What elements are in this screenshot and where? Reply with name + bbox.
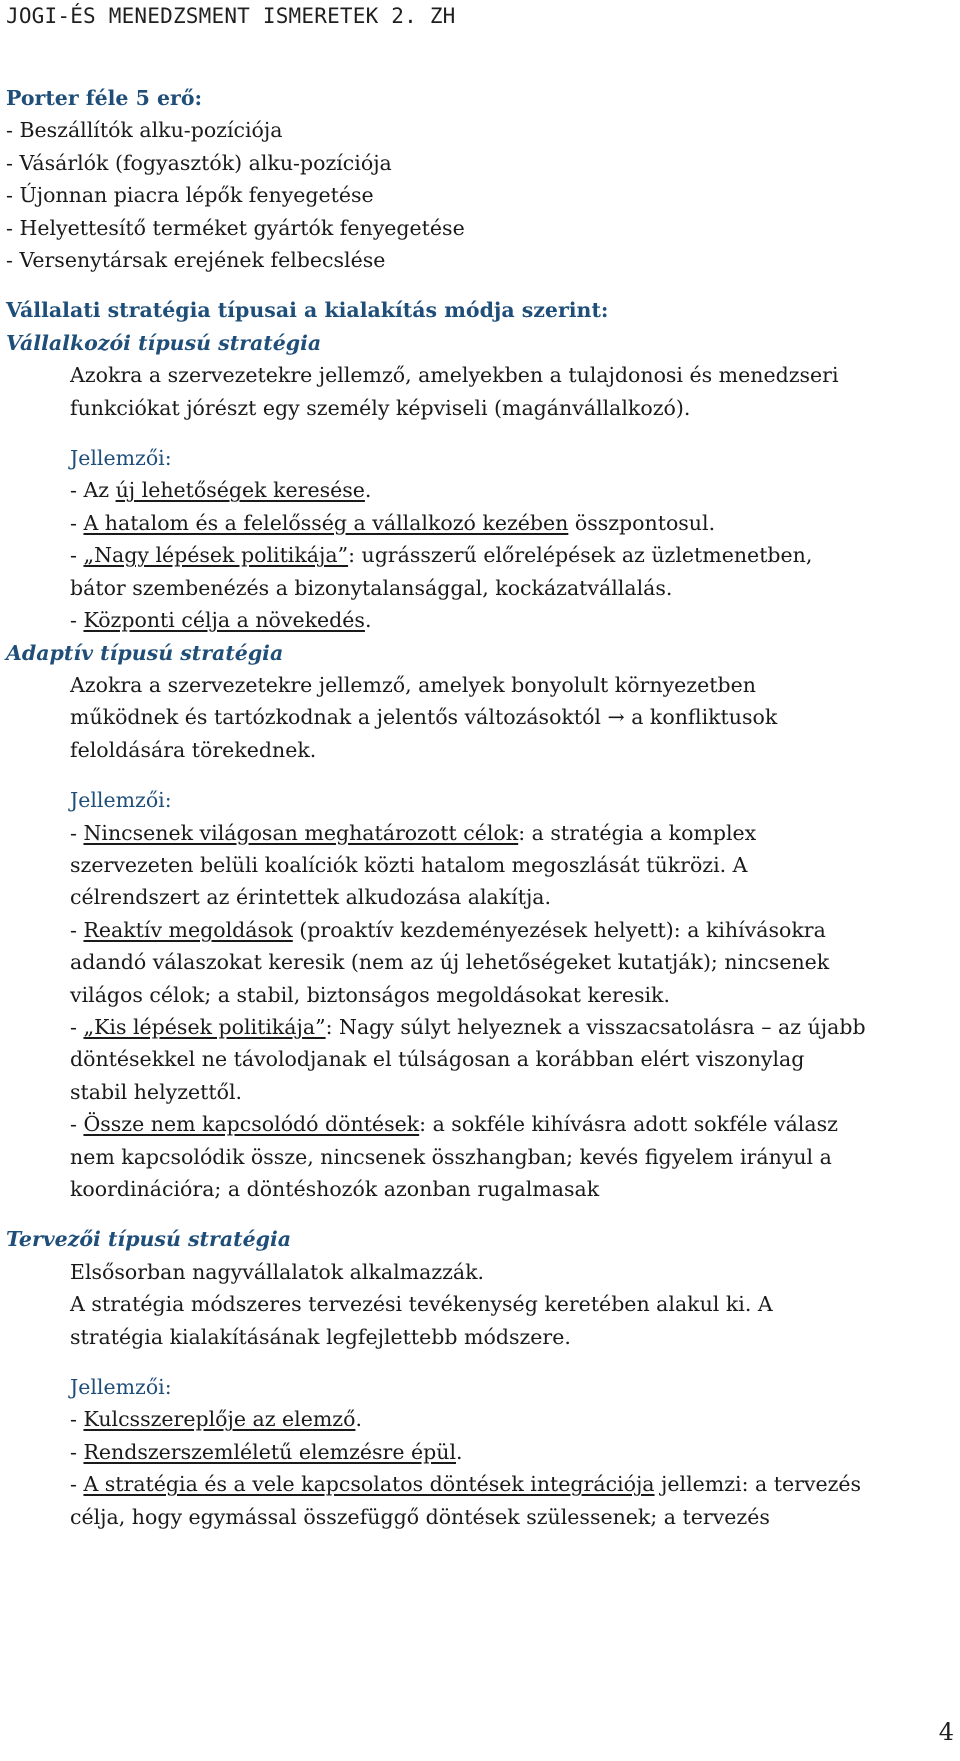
tervezoi-bullet-3: - A stratégia és a vele kapcsolatos döntések integrációja jellemzi: a tervezés — [70, 1472, 862, 1497]
tervezoi-desc-line: A stratégia módszeres tervezési tevékenység keretében alakul ki. A — [70, 1292, 773, 1317]
tervezoi-bullet-1: - Kulcsszereplője az elemző. — [70, 1407, 362, 1432]
vallalkozoi-bullet-3: - „Nagy lépések politikája”: ugrásszerű előrelépések az üzletmenetben, — [70, 543, 813, 568]
tervezoi-bullet-3-cont: célja, hogy egymással összefüggő döntések szülessenek; a tervezés — [70, 1504, 770, 1529]
vallalkozoi-desc-line: funkciókat jórészt egy személy képviseli (magánvállalkozó). — [70, 395, 691, 420]
tervezoi-desc-line: stratégia kialakításának legfejlettebb módszere. — [70, 1324, 571, 1349]
vallalkozoi-bullet-3-cont: bátor szembenézés a bizonytalansággal, kockázatvállalás. — [70, 575, 673, 600]
porter-title: Porter féle 5 erő: — [6, 86, 203, 110]
porter-item: - Helyettesítő terméket gyártók fenyegetése — [6, 215, 465, 240]
adaptiv-desc-line: Azokra a szervezetekre jellemző, amelyek bonyolult környezetben — [70, 672, 756, 697]
porter-item: - Beszállítók alku-pozíciója — [6, 118, 283, 143]
adaptiv-bullet-4-cont: nem kapcsolódik össze, nincsenek összhangban; kevés figyelem irányul a — [70, 1144, 832, 1169]
vallalkozoi-bullet-1: - Az új lehetőségek keresése. — [70, 478, 372, 503]
porter-item: - Vásárlók (fogyasztók) alku-pozíciója — [6, 150, 392, 175]
adaptiv-bullet-4-cont: koordinációra; a döntéshozók azonban rugalmasak — [70, 1177, 600, 1201]
adaptiv-jellemzoi-heading: Jellemzői: — [70, 788, 172, 813]
vallalkozoi-title: Vállalkozói típusú stratégia — [6, 330, 322, 355]
page-header: JOGI-ÉS MENEDZSMENT ISMERETEK 2. ZH — [6, 4, 456, 28]
adaptiv-bullet-3-cont: stabil helyzettől. — [70, 1079, 243, 1104]
porter-item: - Versenytársak erejének felbecslése — [6, 248, 386, 273]
vallalkozoi-bullet-4: - Központi célja a növekedés. — [70, 608, 372, 633]
adaptiv-desc-line: feloldására törekednek. — [70, 737, 317, 762]
adaptiv-desc-line: működnek és tartózkodnak a jelentős változásoktól → a konfliktusok — [70, 705, 778, 730]
adaptiv-bullet-1-cont: célrendszert az érintettek alkudozása alakítja. — [70, 885, 552, 910]
tervezoi-bullet-2: - Rendszerszemléletű elemzésre épül. — [70, 1439, 463, 1464]
porter-item: - Újonnan piacra lépők fenyegetése — [6, 183, 374, 208]
adaptiv-bullet-2: - Reaktív megoldások (proaktív kezdeményezések helyett): a kihívásokra — [70, 917, 826, 942]
tervezoi-jellemzoi-heading: Jellemzői: — [70, 1375, 172, 1400]
strategy-section-title: Vállalati stratégia típusai a kialakítás módja szerint: — [6, 298, 609, 323]
adaptiv-bullet-4: - Össze nem kapcsolódó döntések: a sokféle kihívásra adott sokféle válasz — [70, 1112, 838, 1137]
vallalkozoi-desc-line: Azokra a szervezetekre jellemző, amelyekben a tulajdonosi és menedzseri — [70, 363, 839, 388]
adaptiv-title: Adaptív típusú stratégia — [6, 640, 284, 665]
tervezoi-desc-line: Elsősorban nagyvállalatok alkalmazzák. — [70, 1259, 485, 1284]
adaptiv-bullet-1: - Nincsenek világosan meghatározott célok: a stratégia a komplex — [70, 820, 757, 845]
adaptiv-bullet-2-cont: adandó válaszokat keresik (nem az új lehetőségeket kutatják); nincsenek — [70, 950, 830, 975]
adaptiv-bullet-3: - „Kis lépések politikája”: Nagy súlyt helyeznek a visszacsatolásra – az újabb — [70, 1014, 866, 1039]
vallalkozoi-bullet-2: - A hatalom és a felelősség a vállalkozó kezében összpontosul. — [70, 510, 716, 535]
page-content — [6, 82, 954, 1533]
adaptiv-bullet-3-cont: döntésekkel ne távolodjanak el túlságosan a korábban elért viszonylag — [70, 1047, 805, 1072]
vallalkozoi-jellemzoi-heading: Jellemzői: — [70, 446, 172, 471]
adaptiv-bullet-2-cont: világos célok; a stabil, biztonságos megoldásokat keresik. — [70, 982, 670, 1007]
adaptiv-bullet-1-cont: szervezeten belüli koalíciók közti hatalom megoszlását tükrözi. A — [70, 852, 748, 877]
page-number: 4 — [938, 1718, 954, 1746]
tervezoi-title: Tervezői típusú stratégia — [6, 1227, 292, 1252]
